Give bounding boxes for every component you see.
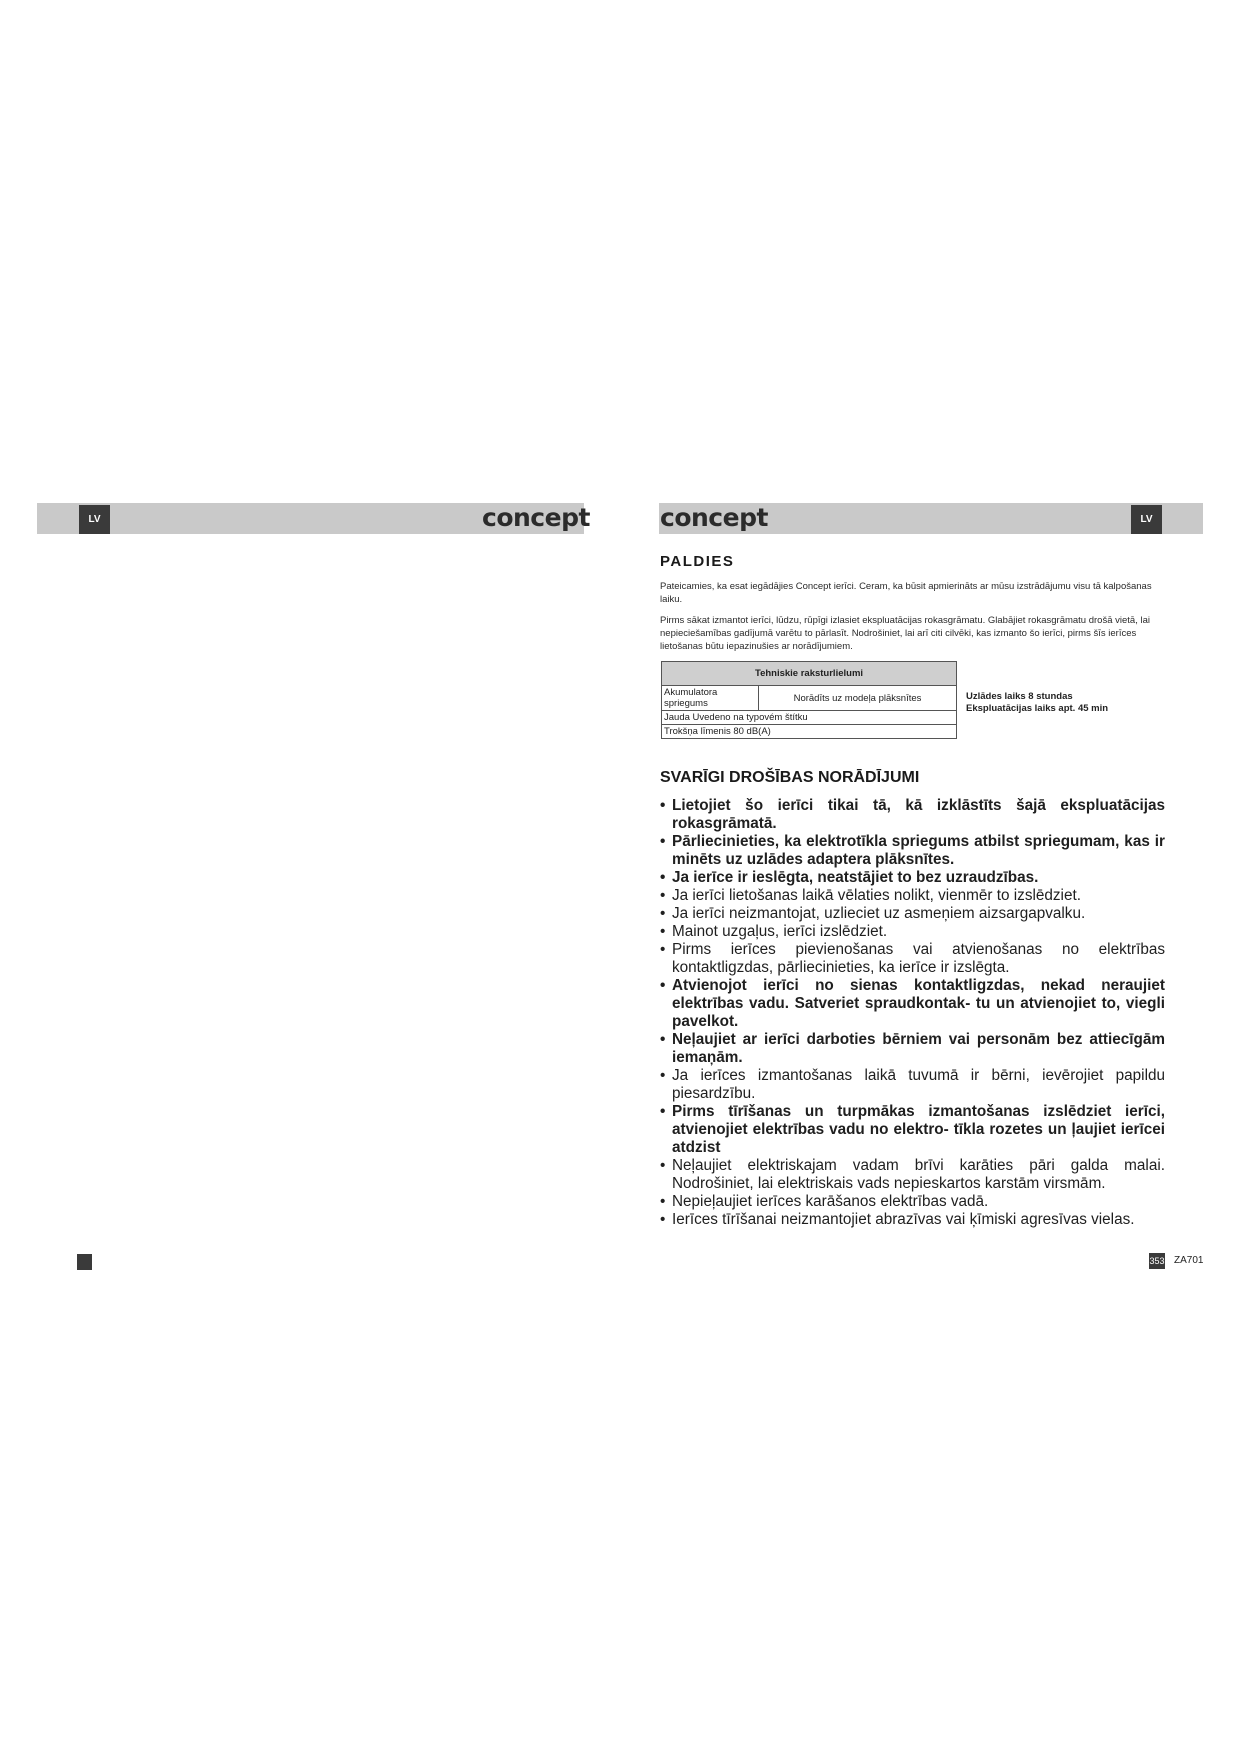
spec-power: Jauda Uvedeno na typovém štítku [662, 711, 957, 725]
list-item: • Lietojiet šo ierīci tikai tā, kā izklāstīts šajā ekspluatācijas rokasgrāmatā. [660, 797, 1165, 833]
specs-table [661, 661, 957, 739]
list-item: • Ja ierīci lietošanas laikā vēlaties nolikt, vienmēr to izslēdziet. [660, 887, 1165, 905]
list-item: • Pirms ierīces pievienošanas vai atvienošanas no elektrības kontaktligzdas, pārliecinieties, ka ierīce ir izslēgta. [660, 941, 1165, 977]
list-item: • Pirms tīrīšanas un turpmākas izmantošanas izslēdziet ierīci, atvienojiet elektrības vadu no elektro- tīkla rozetes un ļaujiet ierīcei atdzist [660, 1103, 1165, 1157]
list-item: • Mainot uzgaļus, ierīci izslēdziet. [660, 923, 1165, 941]
charging-time: Uzlādes laiks 8 stundas [966, 691, 1073, 702]
specs-header: Tehniskie raksturlielumi [662, 662, 957, 686]
list-item: • Atvienojot ierīci no sienas kontaktligzdas, nekad neraujiet elektrības vadu. Satveriet spraudkontak- tu un atvienojiet to, viegli pavelkot. [660, 977, 1165, 1031]
brand-logo-right: concept [660, 503, 768, 532]
spec-noise: Trokšņa līmenis 80 dB(A) [662, 725, 957, 739]
specs-section [660, 661, 1165, 759]
page-content [660, 550, 1165, 1229]
list-item: • Ja ierīce ir ieslēgta, neatstājiet to bez uzraudzības. [660, 869, 1165, 887]
table-row [662, 725, 957, 739]
list-item: • Neļaujiet ar ierīci darboties bērniem vai personām bez attiecīgām iemaņām. [660, 1031, 1165, 1067]
intro-paragraph-2: Pirms sākat izmantot ierīci, lūdzu, rūpīgi izlasiet ekspluatācijas rokasgrāmatu. Glabājiet rokasgrāmatu drošā vietā, lai nepieciešamības gadījumā varētu to pārlasīt. Nodrošiniet, lai arī citi cilvēki, kas izmanto šo ierīci, pirms šīs ierīces lietošanas būtu iepazinušies ar norādījumiem. [660, 615, 1150, 652]
specs-header-row [662, 662, 957, 686]
header-gap [584, 503, 659, 534]
list-item: • Neļaujiet elektriskajam vadam brīvi karāties pāri galda malai. Nodrošiniet, lai elektriskais vads nepieskartos karstām virsmām. [660, 1157, 1165, 1193]
spec-label-voltage: Akumulatora spriegums [662, 686, 759, 711]
thanks-title: PALDIES [660, 553, 735, 570]
page-number: 353 [1149, 1253, 1165, 1269]
brand-logo-left: concept [482, 503, 590, 532]
table-row [662, 711, 957, 725]
list-item: • Pārliecinieties, ka elektrotīkla spriegums atbilst spriegumam, kas ir minēts uz uzlādes adaptera plāksnītes. [660, 833, 1165, 869]
spec-note [966, 691, 1108, 715]
safety-list [660, 797, 1165, 1229]
list-item: • Ja ierīci neizmantojat, uzlieciet uz asmeņiem aizsargapvalku. [660, 905, 1165, 923]
corner-marker [77, 1254, 92, 1270]
language-badge-left: LV [79, 505, 110, 534]
spec-value-voltage: Norādīts uz modeļa plāksnītes [759, 686, 957, 711]
list-item: • Ierīces tīrīšanai neizmantojiet abrazīvas vai ķīmiski agresīvas vielas. [660, 1211, 1165, 1229]
safety-title: SVARĪGI DROŠĪBAS NORĀDĪJUMI [660, 769, 920, 786]
list-item: • Nepieļaujiet ierīces karāšanos elektrības vadā. [660, 1193, 1165, 1211]
model-code: ZA701 [1174, 1255, 1204, 1266]
language-badge-right: LV [1131, 505, 1162, 534]
intro-paragraph-1: Pateicamies, ka esat iegādājies Concept ierīci. Ceram, ka būsit apmierināts ar mūsu izstrādājumu visu tā kalpošanas laiku. [660, 581, 1152, 605]
operating-time: Ekspluatācijas laiks apt. 45 min [966, 703, 1109, 714]
list-item: • Ja ierīces izmantošanas laikā tuvumā ir bērni, ievērojiet papildu piesardzību. [660, 1067, 1165, 1103]
table-row [662, 686, 957, 711]
